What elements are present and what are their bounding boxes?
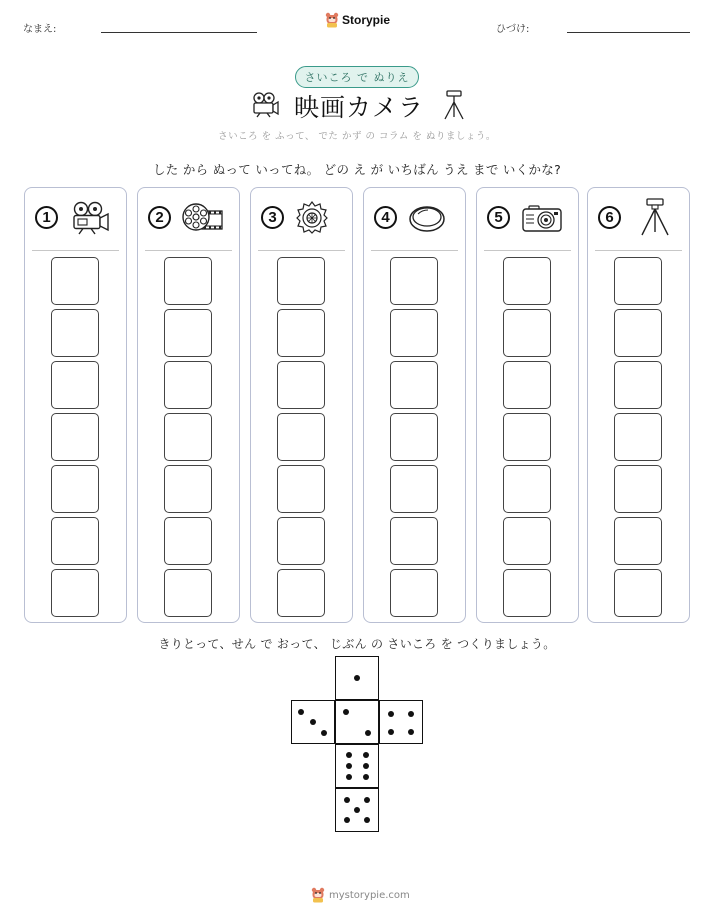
footer	[311, 887, 410, 903]
color-cell[interactable]	[614, 361, 662, 409]
storypie-mascot-icon	[325, 12, 339, 28]
pip	[365, 730, 371, 736]
color-cell[interactable]	[390, 257, 438, 305]
color-cell[interactable]	[51, 413, 99, 461]
brand-name: Storypie	[342, 13, 391, 27]
column-divider	[32, 250, 119, 251]
color-cell[interactable]	[164, 413, 212, 461]
column-header	[35, 201, 120, 237]
color-cell[interactable]	[164, 257, 212, 305]
color-cell[interactable]	[503, 309, 551, 357]
pip	[344, 797, 350, 803]
camera-icon	[521, 201, 563, 235]
number-badge: 2	[148, 206, 171, 229]
column-divider	[595, 250, 682, 251]
column-2	[137, 187, 240, 623]
color-cell[interactable]	[277, 361, 325, 409]
column-5	[476, 187, 579, 623]
column-header	[148, 201, 233, 237]
pip	[354, 807, 360, 813]
color-cell[interactable]	[51, 257, 99, 305]
color-cell[interactable]	[51, 465, 99, 513]
color-cell[interactable]	[614, 413, 662, 461]
movie-camera-icon	[69, 201, 111, 235]
instruction: した から ぬって いってね。 どの え が いちばん うえ まで いくかな?	[152, 162, 562, 177]
color-cell[interactable]	[51, 569, 99, 617]
color-cell[interactable]	[390, 465, 438, 513]
pip	[346, 774, 352, 780]
name-line	[101, 32, 257, 33]
color-cell[interactable]	[614, 569, 662, 617]
column-3	[250, 187, 353, 623]
color-cell[interactable]	[503, 517, 551, 565]
color-cell[interactable]	[390, 517, 438, 565]
die-face-5	[335, 788, 379, 832]
color-cell[interactable]	[164, 517, 212, 565]
color-cell[interactable]	[503, 465, 551, 513]
pip	[346, 763, 352, 769]
column-divider	[371, 250, 458, 251]
number-badge: 5	[487, 206, 510, 229]
column-header	[374, 201, 459, 237]
color-cell[interactable]	[277, 413, 325, 461]
pip	[321, 730, 327, 736]
color-cell[interactable]	[503, 569, 551, 617]
pip	[363, 752, 369, 758]
color-cell[interactable]	[277, 517, 325, 565]
column-4	[363, 187, 466, 623]
column-header	[261, 201, 346, 237]
column-divider	[258, 250, 345, 251]
color-cell[interactable]	[164, 361, 212, 409]
pip	[364, 817, 370, 823]
pip	[310, 719, 316, 725]
gear-icon	[295, 201, 329, 235]
title-row	[0, 88, 714, 122]
film-reel-icon	[182, 201, 224, 235]
color-cell[interactable]	[277, 569, 325, 617]
color-cell[interactable]	[164, 465, 212, 513]
color-cell[interactable]	[390, 413, 438, 461]
tripod-icon	[442, 90, 466, 120]
color-cell[interactable]	[503, 361, 551, 409]
color-cell[interactable]	[614, 257, 662, 305]
column-header	[487, 201, 572, 237]
subtitle: さいころ を ふって、 でた かず の コラム を ぬりましょう。	[218, 131, 496, 142]
pip	[388, 711, 394, 717]
die-face-3	[291, 700, 335, 744]
color-cell[interactable]	[164, 309, 212, 357]
name-label: なまえ:	[23, 24, 57, 35]
column-divider	[145, 250, 232, 251]
color-cell[interactable]	[51, 309, 99, 357]
color-cell[interactable]	[51, 361, 99, 409]
storypie-mascot-icon	[311, 887, 325, 903]
color-cell[interactable]	[277, 309, 325, 357]
color-cell[interactable]	[277, 465, 325, 513]
pip	[343, 709, 349, 715]
dice-columns	[24, 187, 690, 623]
brand-logo	[325, 12, 390, 28]
pip	[364, 797, 370, 803]
footer-site[interactable]: mystorypie.com	[329, 889, 410, 901]
tripod-icon	[638, 198, 672, 236]
pip	[388, 729, 394, 735]
pip	[363, 774, 369, 780]
pip	[344, 817, 350, 823]
page-title: 映画カメラ	[294, 93, 425, 122]
number-badge: 1	[35, 206, 58, 229]
color-cell[interactable]	[614, 517, 662, 565]
die-face-4	[379, 700, 423, 744]
die-face-2	[335, 700, 379, 744]
pip	[408, 711, 414, 717]
color-cell[interactable]	[390, 569, 438, 617]
number-badge: 3	[261, 206, 284, 229]
cut-instruction: きりとって、せん で おって、 じぶん の さいころ を つくりましょう。	[158, 637, 556, 651]
color-cell[interactable]	[614, 309, 662, 357]
number-badge: 4	[374, 206, 397, 229]
number-badge: 6	[598, 206, 621, 229]
movie-camera-icon	[250, 92, 280, 118]
date-label: ひづけ:	[496, 24, 530, 35]
column-6	[587, 187, 690, 623]
die-face-1	[335, 656, 379, 700]
die-face-6	[335, 744, 379, 788]
color-cell[interactable]	[51, 517, 99, 565]
activity-tag: さいころ で ぬりえ	[295, 66, 419, 88]
pip	[298, 709, 304, 715]
pip	[346, 752, 352, 758]
color-cell[interactable]	[277, 257, 325, 305]
column-divider	[484, 250, 571, 251]
lens-icon	[408, 201, 448, 235]
color-cell[interactable]	[164, 569, 212, 617]
color-cell[interactable]	[390, 361, 438, 409]
pip	[354, 675, 360, 681]
color-cell[interactable]	[503, 413, 551, 461]
column-header	[598, 201, 683, 237]
date-line	[567, 32, 690, 33]
pip	[408, 729, 414, 735]
pip	[363, 763, 369, 769]
color-cell[interactable]	[614, 465, 662, 513]
color-cell[interactable]	[390, 309, 438, 357]
column-1	[24, 187, 127, 623]
color-cell[interactable]	[503, 257, 551, 305]
